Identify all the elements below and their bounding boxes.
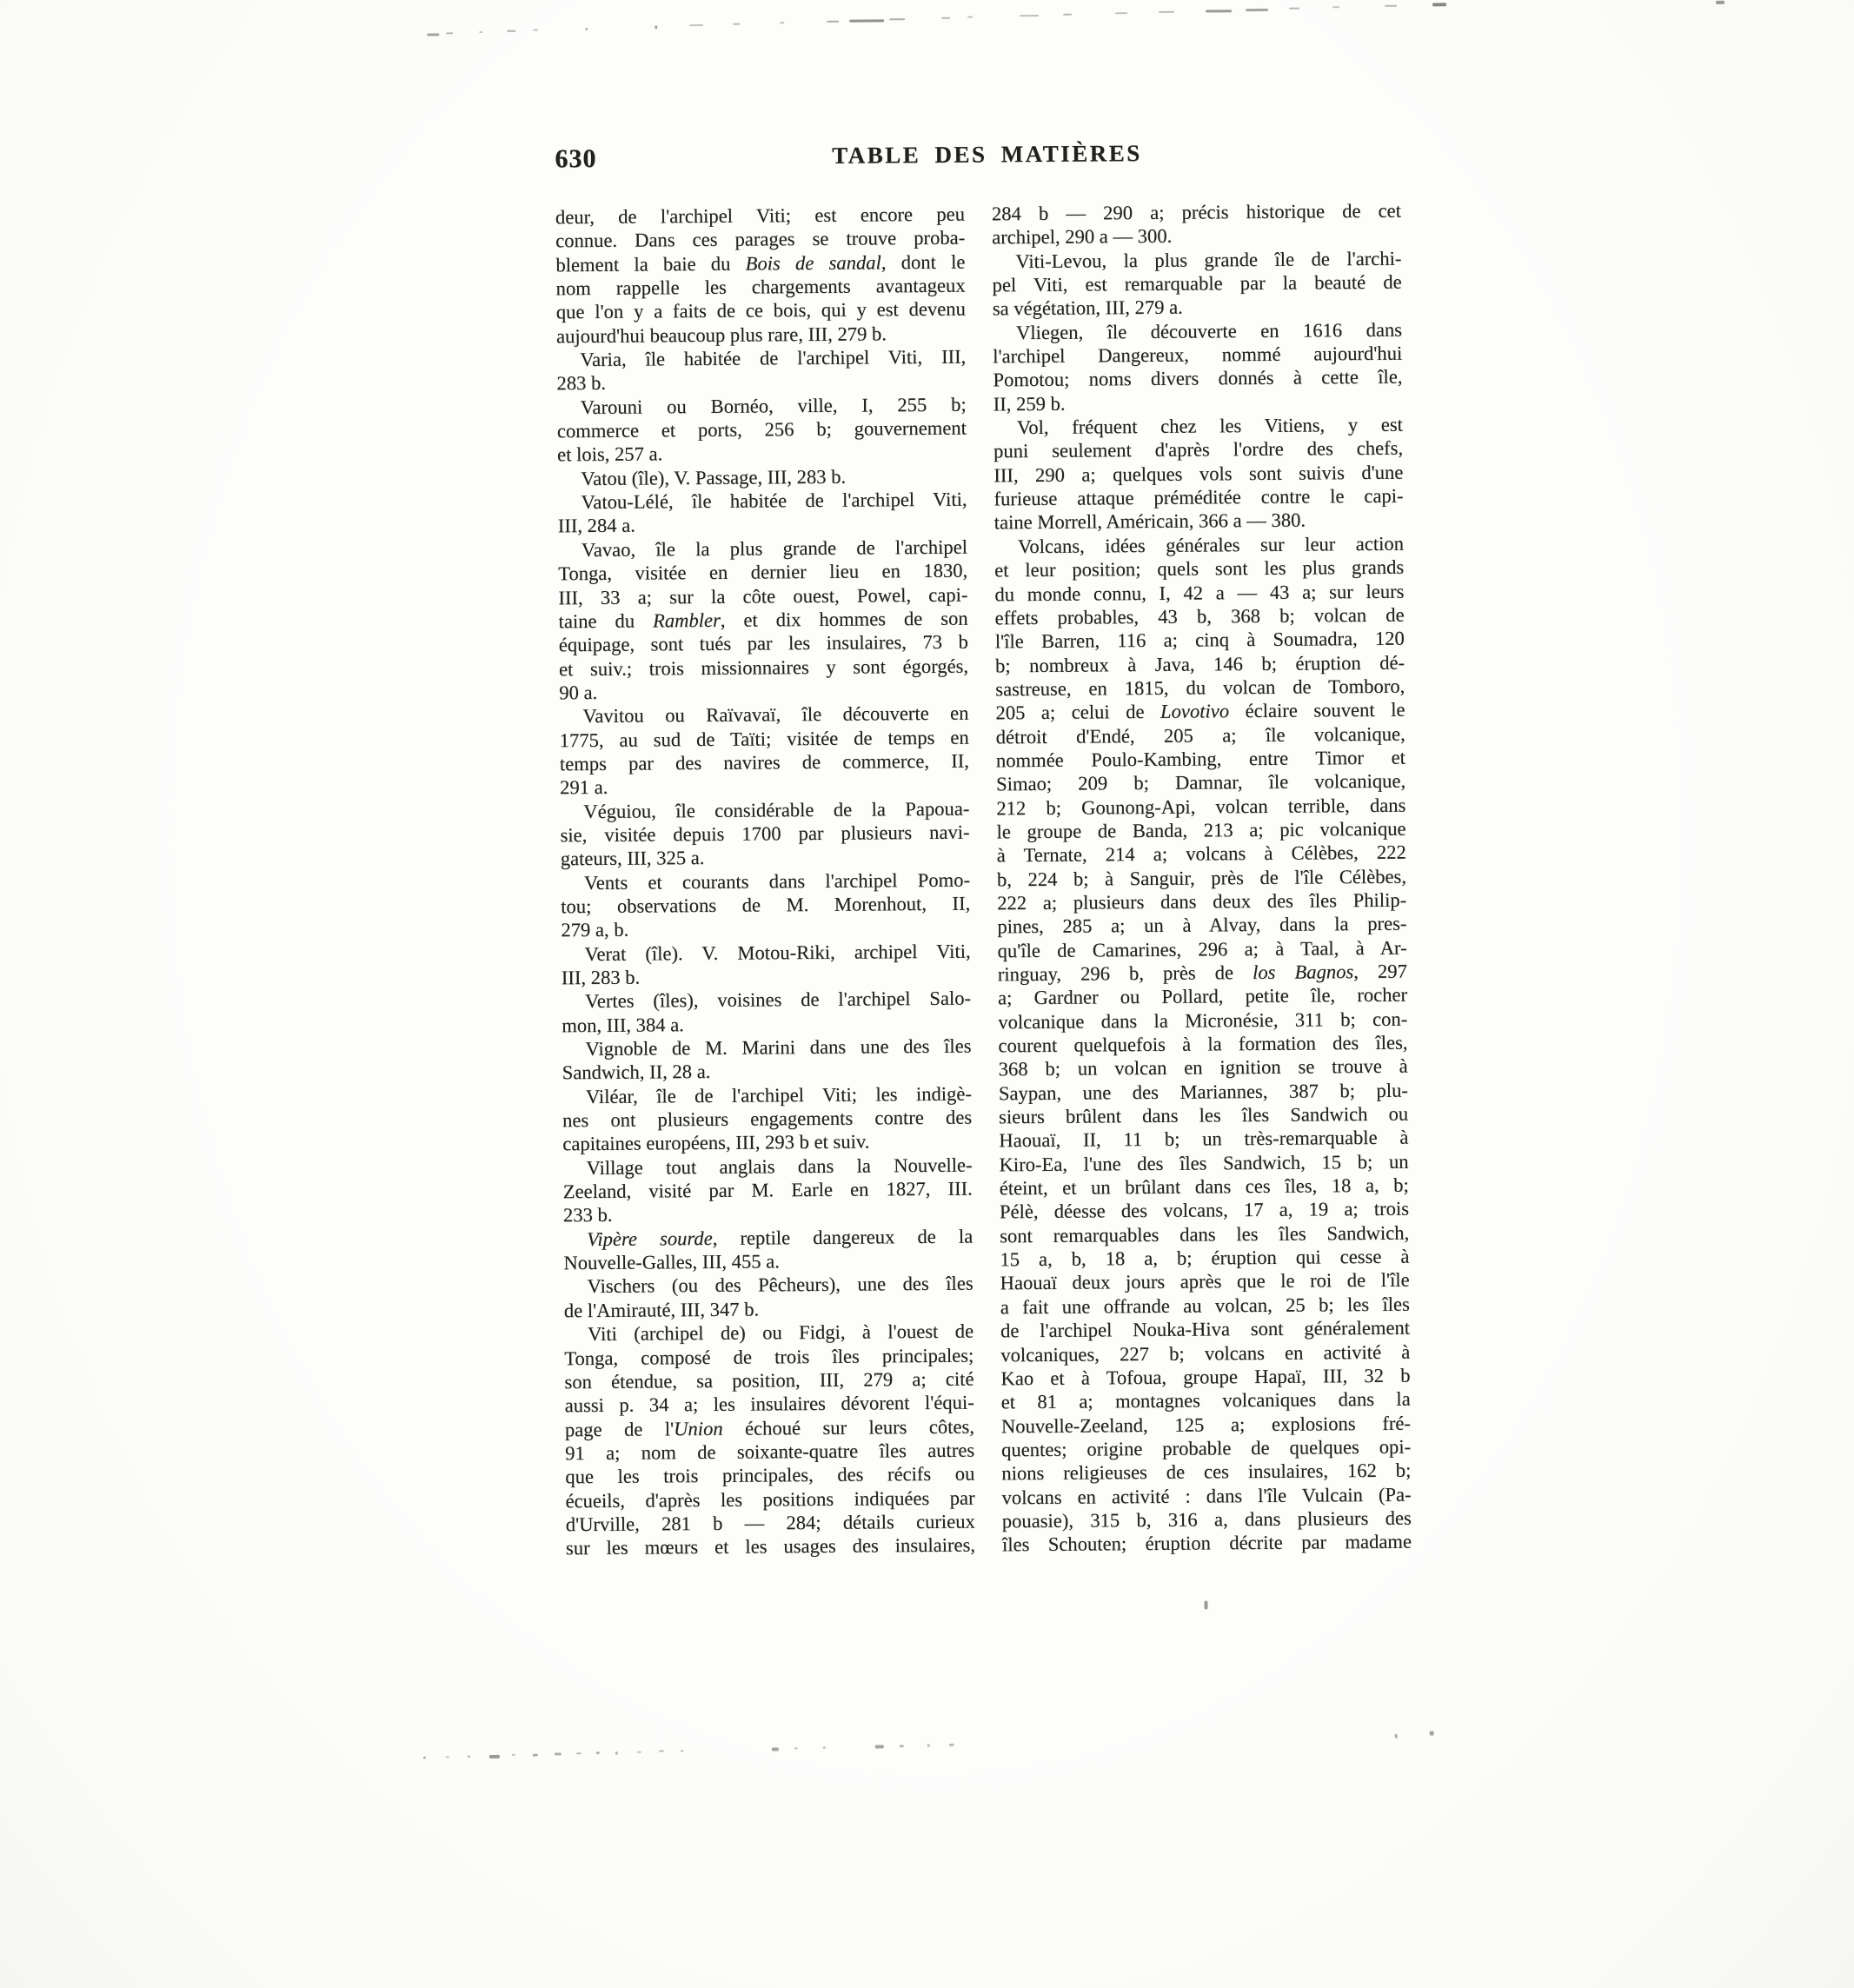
scan-artifact [585,28,588,30]
text-line: pel Viti, est remarquable par la beauté de [992,270,1402,296]
scan-artifact [889,18,905,20]
text-line: d'Urville, 281 b — 284; détails curieux [565,1510,975,1536]
text-line: nes ont plusieurs engagements contre des [562,1106,973,1132]
scan-artifact [1206,10,1232,12]
text-line: page de l'Union échoué sur leurs côtes, [564,1415,975,1440]
text-line: courent quelquefois à la formation des îles, [998,1031,1408,1057]
text-line: 279 a, b. [561,919,629,941]
text-line: quentes; origine probable de quelques opi- [1001,1435,1412,1461]
text-line: puni seulement d'après l'ordre des chefs, [993,437,1404,462]
scan-artifact [555,1752,562,1755]
text-line: 284 b — 290 a; précis historique de cet [991,199,1402,225]
scan-artifact [1204,1600,1207,1609]
text-line: Kao et à Tofoua, groupe Hapaï, III, 32 b [1000,1364,1411,1390]
text-line: Haouaï, II, 11 b; un très-remarquable à [999,1127,1409,1152]
scan-artifact [827,21,839,23]
text-line: Viti-Levou, la plus grande île de l'archi- [1015,247,1402,272]
text-line: taine Morrell, Américain, 366 a — 380. [993,509,1306,534]
text-line: Saypan, une des Mariannes, 387 b; plu- [998,1079,1408,1105]
scan-artifact [446,32,453,34]
text-line: Vavao, île la plus grande de l'archipel [581,535,968,561]
text-line: Nouvelle-Galles, III, 455 a. [563,1250,780,1274]
scan-artifact [512,1754,515,1756]
text-line: Varouni ou Bornéo, ville, I, 255 b; [580,393,967,418]
text-line: Vents et courants dans l'archipel Pomo- [583,868,971,894]
text-line: Village tout anglais dans la Nouvelle- [586,1154,973,1179]
text-line: 15 a, b, 18 a, b; éruption qui cesse à [1000,1245,1410,1271]
text-line: Tonga, composé de trois îles principales; [564,1344,974,1369]
text-line: sa végétation, III, 279 a. [992,296,1183,320]
text-line: b, 224 b; à Sanguir, près de l'île Célèbes, [996,865,1407,890]
text-line: volcanique dans la Micronésie, 311 b; con- [998,1007,1408,1034]
scan-artifact [1716,1,1724,4]
text-line: b; nombreux à Java, 146 b; éruption dé- [994,651,1405,676]
text-line: et lois, 257 a. [557,442,663,466]
column-left [555,203,975,1560]
text-line: Haouaï deux jours après que le roi de l'île [1000,1269,1410,1294]
text-line: Vertes (îles), voisines de l'archipel Salo- [584,987,972,1013]
scan-artifact [733,23,740,25]
scan-artifact [533,29,538,30]
scan-artifact [659,1750,664,1752]
scan-artifact [576,1752,581,1754]
text-line: îles Schouten; éruption décrite par madame [1001,1530,1412,1556]
page-number: 630 [555,143,597,174]
text-line: commerce et ports, 256 b; gouvernement [556,416,967,442]
text-line: aussi p. 34 a; les insulaires dévorent l'équi- [564,1391,974,1417]
scan-artifact [489,1755,500,1759]
text-line: 233 b. [562,1204,613,1227]
text-line: et leur position; quels sont les plus grands [994,555,1405,582]
text-line: Véguiou, île considérable de la Papoua- [583,797,970,822]
index-columns [555,199,1412,1560]
scan-artifact [533,1754,538,1757]
text-line: détroit d'Endé, 205 a; île volcanique, [995,722,1405,748]
text-line: archipel, 290 a — 300. [992,225,1173,249]
text-line: III, 33 a; sur la côte ouest, Powel, capi- [558,583,968,608]
scan-artifact [479,31,482,33]
text-line: volcans en activité : dans l'île Vulcain (Pa- [1001,1483,1412,1508]
text-line: capitaines européens, III, 293 b et suiv. [562,1130,870,1155]
text-line: et 81 a; montagnes volcaniques dans la [1000,1387,1411,1413]
text-line: son étendue, sa position, III, 279 a; cité [564,1367,974,1393]
scan-artifact [1289,8,1299,10]
scan-artifact [423,1757,426,1759]
text-line: taine du Rambler, et dix hommes de son [558,607,968,633]
scan-artifact [849,19,884,22]
scan-artifact [596,1752,600,1754]
scan-artifact [689,24,703,26]
text-line: pines, 285 a; un à Alvay, dans la pres- [997,912,1407,938]
text-line: l'archipel Dangereux, nommé aujourd'hui [993,342,1403,368]
text-line: Zeeland, visité par M. Earle en 1827, III. [562,1177,973,1203]
text-line: 1775, au sud de Taïti; visitée de temps en [559,726,969,751]
page-title: TABLE DES MATIÈRES [832,140,1142,169]
text-line: effets probables, 43 b, 368 b; volcan de [994,603,1405,629]
text-line: 90 a. [559,681,598,704]
scan-artifact [1020,15,1039,17]
scan-artifact [427,33,439,36]
text-line: du monde connu, I, 42 a — 43 a; sur leurs [994,580,1405,605]
text-line: Volcans, idées générales sur leur action [1017,532,1405,557]
scan-artifact [1246,9,1268,11]
text-line: mon, III, 384 a. [562,1013,684,1036]
scan-artifact [1430,1731,1434,1735]
scan-artifact [1063,14,1072,16]
scan-artifact [1385,5,1397,7]
text-line: à Ternate, 214 a; volcans à Célèbes, 222 [996,841,1406,867]
text-line: de l'Amirauté, III, 347 b. [563,1298,760,1322]
scan-artifact [927,1744,930,1747]
text-line: nommée Poulo-Kambing, entre Timor et [995,746,1405,772]
text-line: II, 259 b. [993,392,1066,416]
text-line: volcaniques, 227 b; volcans en activité à [1000,1340,1411,1366]
text-line: sastreuse, en 1815, du volcan de Tomboro, [995,675,1405,701]
text-line: nom rappelle les chargements avantageux [555,274,966,300]
text-line: 368 b; un volcan en ignition se trouve à [998,1055,1408,1080]
scan-artifact [780,22,784,23]
text-line: Vatou-Lélé, île habitée de l'archipel Viti, [581,488,967,514]
text-line: Vavitou ou Raïvavaï, île découverte en [582,701,969,728]
text-line: Vignoble de M. Marini dans une des îles [585,1034,972,1060]
text-line: écueils, d'après les positions indiquées par [565,1486,975,1512]
text-line: III, 290 a; quelques vols sont suivis d'une [993,461,1404,487]
text-line: Kiro-Ea, l'une des îles Sandwich, 15 b; un [999,1150,1409,1176]
text-line: de l'archipel Nouka-Hiva sont généralement [1000,1316,1411,1342]
text-line: sieurs brûlent dans les îles Sandwich ou [999,1102,1409,1128]
text-line: Vatou (île), V. Passage, III, 283 b. [581,465,847,489]
scan-artifact [772,1747,779,1751]
text-line: que les trois principales, des récifs ou [565,1462,975,1488]
text-line: a fait une offrande au volcan, 25 b; les îles [1000,1293,1410,1319]
text-line: le groupe de Banda, 213 a; pic volcanique [996,817,1406,843]
scan-artifact [875,1745,884,1748]
text-line: nions religieuses de ces insulaires, 162 b; [1001,1459,1412,1485]
text-line: ringuay, 296 b, près de los Bagnos, 297 [997,960,1407,986]
scan-artifact [967,17,973,18]
text-line: gateurs, III, 325 a. [560,847,705,870]
text-line: Tonga, visitée en dernier lieu en 1830, [558,559,968,585]
text-line: Sandwich, II, 28 a. [562,1060,711,1084]
column-right [992,199,1412,1557]
scan-artifact [794,1747,798,1749]
scan-artifact [941,17,950,19]
text-line: 205 a; celui de Lovotivo éclaire souvent le [995,698,1405,724]
scan-artifact [615,1752,618,1755]
scan-artifact [468,1755,470,1758]
text-line: deur, de l'archipel Viti; est encore peu [555,203,966,229]
text-line: furieuse attaque préméditée contre le capi- [993,484,1404,510]
text-line: 291 a. [560,776,608,799]
text-line: sie, visitée depuis 1700 par plusieurs navi- [560,821,970,847]
text-line: Varia, île habitée de l'archipel Viti, III, [580,345,967,371]
scan-artifact [1395,1734,1398,1739]
scan-artifact [900,1745,904,1747]
scan-artifact [681,1750,684,1752]
text-line: a; Gardner ou Pollard, petite île, rocher [997,984,1408,1009]
text-line: éteint, et un brûlant dans ces îles, 18 a, b; [999,1174,1409,1200]
text-line: Vol, fréquent chez les Vitiens, y est [1016,413,1403,439]
text-line: blement la baie du Bois de sandal, dont le [555,250,966,276]
text-line: Viti (archipel de) ou Fidgi, à l'ouest de [587,1320,974,1346]
text-line: 91 a; nom de soixante-quatre îles autres [565,1439,975,1465]
text-line: Simao; 209 b; Damnar, île volcanique, [996,769,1406,795]
text-line: Verat (île). V. Motou-Riki, archipel Viti, [584,940,971,965]
text-line: 222 a; plusieurs dans deux des îles Philip- [997,888,1407,914]
scan-artifact [823,1746,826,1749]
text-line: sont remarquables dans les îles Sandwich, [1000,1221,1410,1247]
text-line: et suiv.; trois missionnaires y sont égorgés, [558,655,969,680]
scan-artifact [507,30,515,32]
scan-artifact [1432,3,1446,6]
text-line: 283 b. [556,372,607,395]
text-line: Vischers (ou des Pêcheurs), une des îles [587,1273,974,1298]
scan-artifact [637,1752,641,1753]
scan-artifact [1159,11,1174,13]
text-line: connue. Dans ces parages se trouve proba- [555,226,966,252]
text-line: Viléar, île de l'archipel Viti; les indigè- [585,1082,972,1107]
scan-artifact [1115,12,1127,14]
text-line: Nouvelle-Zeeland, 125 a; explosions fré- [1000,1412,1411,1437]
text-line: Vipère sourde, reptile dangereux de la [587,1225,974,1250]
scan-artifact [446,1756,449,1758]
text-line: que l'on y a faits de ce bois, qui y est devenu [555,298,966,323]
text-line: III, 283 b. [561,966,641,989]
text-line: temps par des navires de commerce, II, [559,749,969,775]
scan-artifact [1332,6,1339,8]
text-line: 212 b; Gounong-Api, volcan terrible, dans [996,794,1406,819]
text-line: pouasie), 315 b, 316 a, dans plusieurs des [1001,1506,1412,1533]
text-line: Pélè, déesse des volcans, 17 a, 19 a; trois [999,1198,1410,1223]
text-line: Vliegen, île découverte en 1616 dans [1015,318,1403,343]
text-line: équipage, sont tués par les insulaires, 73 b [558,630,968,656]
text-line: III, 284 a. [557,515,635,537]
scan-artifact [949,1744,954,1746]
scan-artifact [655,25,657,29]
text-line: aujourd'hui beaucoup plus rare, III, 279 b. [555,322,887,348]
text-line: qu'île de Camarines, 296 a; à Taal, à Ar- [997,936,1407,962]
text-line: sur les mœurs et les usages des insulaires, [565,1533,976,1559]
text-line: Pomotou; noms divers donnés à cette île, [993,366,1403,391]
text-line: tou; observations de M. Morenhout, II, [561,892,971,918]
text-line: l'île Barren, 116 a; cinq à Soumadra, 120 [994,627,1405,653]
